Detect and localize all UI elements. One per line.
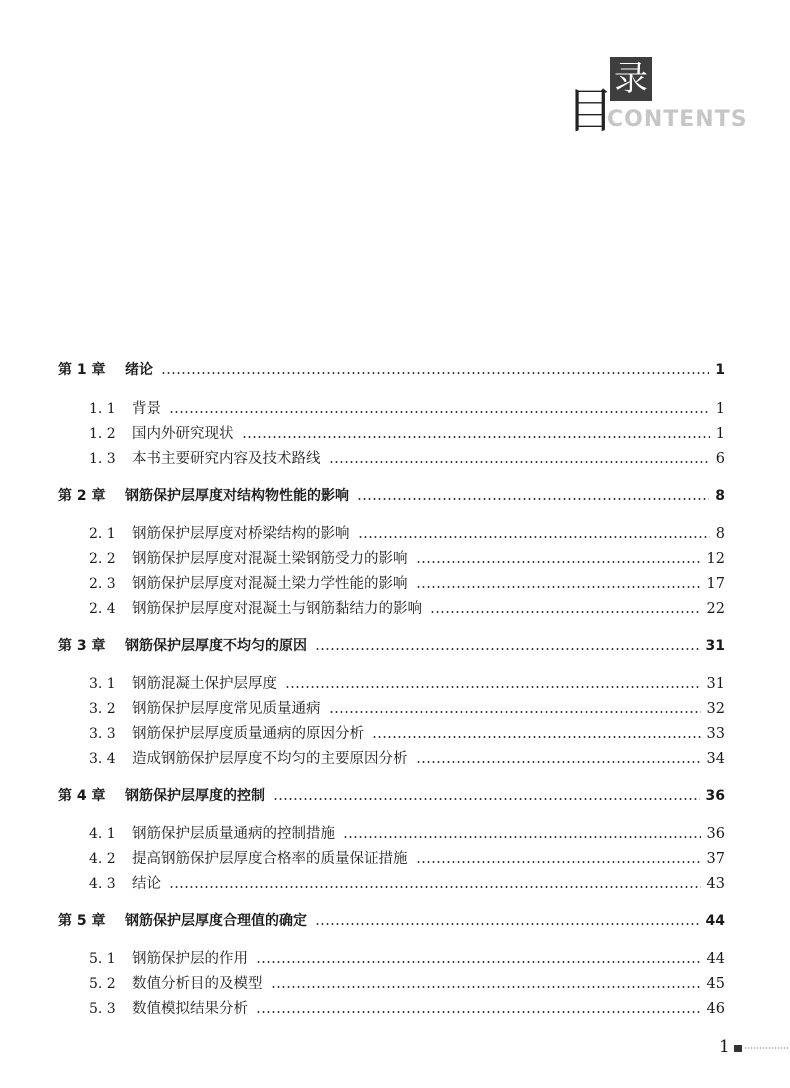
toc-page-number: 46	[706, 1001, 725, 1017]
toc-title: 钢筋保护层厚度对混凝土梁钢筋受力的影响	[132, 551, 408, 567]
toc-number: 5. 2	[89, 976, 116, 992]
toc-leader-dots	[315, 923, 700, 925]
toc-page-number: 6	[715, 451, 725, 467]
toc-title: 钢筋保护层质量通病的控制措施	[132, 826, 335, 842]
toc-section-row[interactable]	[0, 719, 790, 743]
toc-section-row[interactable]	[0, 844, 790, 868]
toc-section-row[interactable]	[0, 819, 790, 843]
toc-number: 2. 2	[89, 551, 116, 567]
toc-title: 钢筋混凝土保护层厚度	[132, 676, 277, 692]
toc-number: 3. 2	[89, 701, 116, 717]
toc-page-number: 43	[706, 876, 725, 892]
toc-page-number: 8	[715, 488, 725, 504]
toc-section-row[interactable]	[0, 519, 790, 543]
toc-title: 钢筋保护层的作用	[132, 951, 248, 967]
toc-title: 结论	[132, 876, 161, 892]
toc-leader-dots	[430, 611, 701, 613]
toc-number: 5. 1	[89, 951, 116, 967]
toc-title: 钢筋保护层厚度合理值的确定	[125, 913, 307, 929]
toc-page-number: 34	[706, 751, 725, 767]
toc-title: 钢筋保护层厚度对结构物性能的影响	[125, 488, 349, 504]
toc-leader-dots	[357, 498, 709, 500]
toc-number: 4. 3	[89, 876, 116, 892]
toc-page-number: 36	[705, 788, 725, 804]
toc-number: 3. 3	[89, 726, 116, 742]
toc-number: 2. 1	[89, 526, 116, 542]
toc-leader-dots	[273, 798, 700, 800]
toc-leader-dots	[256, 1011, 701, 1013]
toc-number: 2. 4	[89, 601, 116, 617]
toc-page-number: 31	[706, 676, 725, 692]
toc-leader-dots	[329, 711, 701, 713]
toc-leader-dots	[256, 961, 701, 963]
toc-chapter-row[interactable]	[0, 781, 790, 805]
toc-page-number: 32	[706, 701, 725, 717]
toc-leader-dots	[343, 836, 701, 838]
toc-title: 钢筋保护层厚度常见质量通病	[132, 701, 321, 717]
toc-leader-dots	[416, 586, 701, 588]
toc-number: 1. 3	[89, 451, 116, 467]
toc-page-number: 33	[706, 726, 725, 742]
toc-page-number: 44	[705, 913, 725, 929]
heading-char-mu: 目	[566, 83, 615, 139]
toc-section-row[interactable]	[0, 694, 790, 718]
toc-number: 1. 2	[89, 426, 116, 442]
footer-marker	[734, 1045, 742, 1052]
toc-title: 钢筋保护层厚度的控制	[125, 788, 265, 804]
toc-section-row[interactable]	[0, 744, 790, 768]
toc-leader-dots	[161, 372, 709, 374]
toc-number: 4. 2	[89, 851, 116, 867]
toc-section-row[interactable]	[0, 869, 790, 893]
toc-chapter-row[interactable]	[0, 481, 790, 505]
toc-page-number: 45	[706, 976, 725, 992]
toc-leader-dots	[416, 861, 701, 863]
toc-leader-dots	[372, 736, 701, 738]
toc-title: 背景	[132, 401, 161, 417]
toc-section-row[interactable]	[0, 969, 790, 993]
toc-title: 本书主要研究内容及技术路线	[132, 451, 321, 467]
toc-title: 钢筋保护层厚度质量通病的原因分析	[132, 726, 364, 742]
toc-section-row[interactable]	[0, 444, 790, 468]
toc-title: 钢筋保护层厚度对桥梁结构的影响	[132, 526, 350, 542]
toc-title: 数值分析目的及模型	[132, 976, 263, 992]
page-number: 1	[719, 1037, 730, 1057]
toc-number: 3. 4	[89, 751, 116, 767]
footer-rule	[744, 1047, 790, 1049]
toc-page-number: 37	[706, 851, 725, 867]
toc-title: 提高钢筋保护层厚度合格率的质量保证措施	[132, 851, 408, 867]
toc-leader-dots	[315, 648, 700, 650]
toc-leader-dots	[242, 436, 710, 438]
toc-leader-dots	[169, 886, 701, 888]
toc-page-number: 31	[705, 638, 725, 654]
toc-page-number: 36	[706, 826, 725, 842]
heading-char-lu: 录	[610, 57, 652, 101]
toc-chapter-row[interactable]	[0, 355, 790, 379]
toc-leader-dots	[416, 561, 701, 563]
toc-title: 钢筋保护层厚度对混凝土与钢筋黏结力的影响	[132, 601, 422, 617]
toc-leader-dots	[358, 536, 710, 538]
toc-section-row[interactable]	[0, 394, 790, 418]
toc-number: 2. 3	[89, 576, 116, 592]
toc-number: 第 3 章	[58, 638, 106, 654]
toc-section-row[interactable]	[0, 569, 790, 593]
toc-leader-dots	[271, 986, 701, 988]
toc-number: 3. 1	[89, 676, 116, 692]
toc-number: 第 5 章	[58, 913, 106, 929]
toc-section-row[interactable]	[0, 544, 790, 568]
toc-page-number: 44	[706, 951, 725, 967]
toc-page-number: 17	[706, 576, 725, 592]
toc-section-row[interactable]	[0, 994, 790, 1018]
toc-leader-dots	[416, 761, 701, 763]
toc-number: 第 4 章	[58, 788, 106, 804]
toc-leader-dots	[329, 461, 710, 463]
toc-title: 钢筋保护层厚度对混凝土梁力学性能的影响	[132, 576, 408, 592]
toc-section-row[interactable]	[0, 944, 790, 968]
toc-page-number: 1	[715, 362, 725, 378]
toc-section-row[interactable]	[0, 594, 790, 618]
toc-chapter-row[interactable]	[0, 631, 790, 655]
toc-title: 造成钢筋保护层厚度不均匀的主要原因分析	[132, 751, 408, 767]
toc-title: 钢筋保护层厚度不均匀的原因	[125, 638, 307, 654]
toc-number: 第 2 章	[58, 488, 106, 504]
toc-title: 国内外研究现状	[132, 426, 234, 442]
toc-number: 第 1 章	[58, 362, 106, 378]
toc-page-number: 1	[715, 426, 725, 442]
heading-contents: CONTENTS	[607, 107, 748, 132]
toc-number: 5. 3	[89, 1001, 116, 1017]
toc-number: 4. 1	[89, 826, 116, 842]
toc-page-number: 12	[706, 551, 725, 567]
toc-section-row[interactable]	[0, 419, 790, 443]
toc-title: 数值模拟结果分析	[132, 1001, 248, 1017]
toc-leader-dots	[169, 411, 710, 413]
toc-page-number: 8	[715, 526, 725, 542]
toc-title: 绪论	[125, 362, 153, 378]
toc-page-number: 1	[715, 401, 725, 417]
toc-section-row[interactable]	[0, 669, 790, 693]
toc-leader-dots	[285, 686, 701, 688]
toc-chapter-row[interactable]	[0, 906, 790, 930]
toc-number: 1. 1	[89, 401, 116, 417]
toc-page-number: 22	[706, 601, 725, 617]
